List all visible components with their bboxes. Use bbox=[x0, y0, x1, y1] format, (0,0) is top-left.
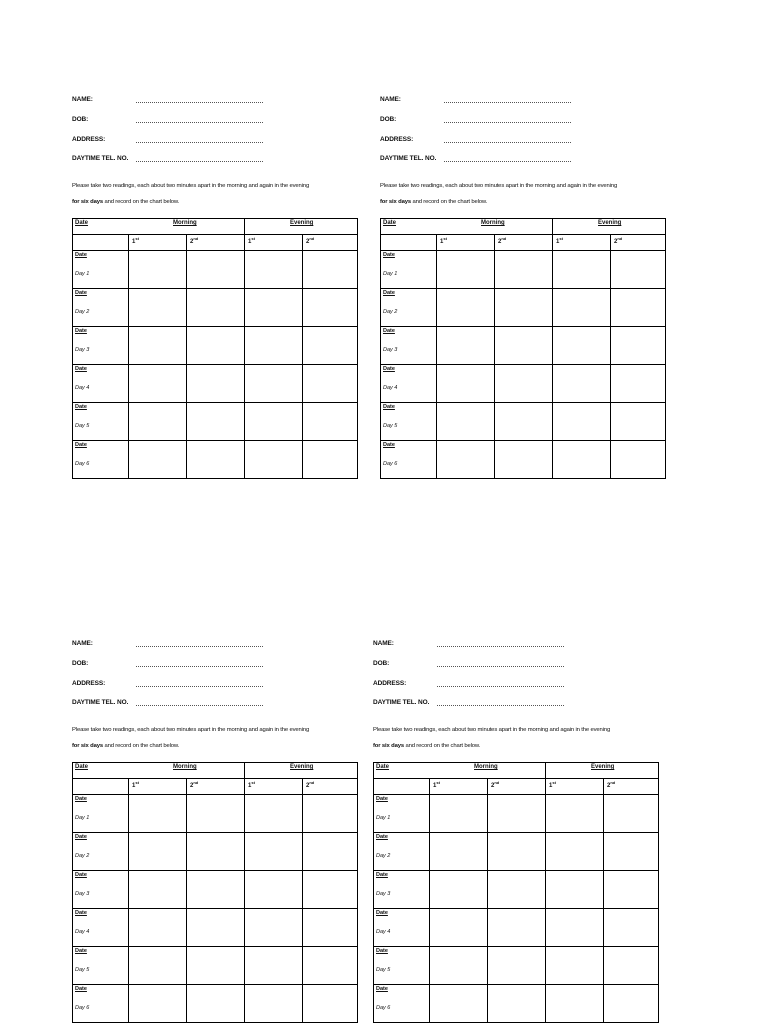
col-divider-4 bbox=[302, 779, 303, 794]
tel-line[interactable] bbox=[444, 161, 571, 162]
morning-column-header: Morning bbox=[474, 764, 498, 770]
name-line[interactable] bbox=[136, 102, 263, 103]
row-day-label: Day 4 bbox=[75, 385, 90, 391]
date-column-header: Date bbox=[376, 764, 390, 770]
name-field[interactable] bbox=[373, 640, 673, 652]
row-day-label: Day 4 bbox=[75, 929, 90, 935]
name-field[interactable] bbox=[380, 96, 680, 108]
form-slot-bottom-left bbox=[72, 640, 372, 1011]
dob-line[interactable] bbox=[136, 666, 263, 667]
reading-form bbox=[380, 96, 680, 467]
row-date-label: Date bbox=[376, 872, 388, 878]
col-divider-1 bbox=[436, 235, 437, 250]
table-row[interactable] bbox=[374, 947, 658, 985]
col-divider-3 bbox=[244, 779, 245, 794]
tel-line[interactable] bbox=[437, 705, 564, 706]
date-column-header: Date bbox=[75, 764, 89, 770]
instruction-rest: and record on the chart below. bbox=[403, 743, 481, 749]
name-field[interactable] bbox=[72, 96, 372, 108]
row-date-label: Date bbox=[75, 328, 87, 334]
name-line[interactable] bbox=[437, 646, 564, 647]
row-date-label: Date bbox=[75, 290, 87, 296]
table-row[interactable] bbox=[73, 947, 357, 985]
address-label: ADDRESS: bbox=[72, 680, 106, 687]
table-row[interactable] bbox=[73, 833, 357, 871]
instruction-line-2 bbox=[373, 738, 610, 754]
row-date-label: Date bbox=[383, 252, 395, 258]
date-column-header: Date bbox=[75, 220, 89, 226]
table-row[interactable] bbox=[381, 327, 665, 365]
address-label: ADDRESS: bbox=[72, 136, 106, 143]
evening-column-header: Evening bbox=[591, 764, 615, 770]
form-slot-top-left bbox=[72, 96, 372, 467]
name-label: NAME: bbox=[373, 640, 394, 647]
col-divider-1 bbox=[128, 235, 129, 250]
dob-line[interactable] bbox=[444, 122, 571, 123]
row-date-label: Date bbox=[75, 872, 87, 878]
row-date-label: Date bbox=[376, 796, 388, 802]
name-label: NAME: bbox=[72, 96, 93, 103]
address-field[interactable] bbox=[380, 136, 680, 148]
reading-form bbox=[72, 640, 372, 1011]
address-line[interactable] bbox=[444, 142, 571, 143]
table-body bbox=[73, 251, 357, 478]
col-divider-3 bbox=[244, 235, 245, 250]
address-line[interactable] bbox=[136, 686, 263, 687]
morning-first-header: 1st bbox=[132, 780, 139, 789]
row-day-label: Day 3 bbox=[75, 891, 90, 897]
instruction-emphasis: for six days bbox=[373, 743, 404, 749]
row-date-label: Date bbox=[383, 290, 395, 296]
address-field[interactable] bbox=[72, 680, 372, 692]
row-day-label: Day 3 bbox=[75, 347, 90, 353]
dob-label: DOB: bbox=[380, 116, 397, 123]
col-divider-1 bbox=[429, 779, 430, 794]
table-row[interactable] bbox=[381, 365, 665, 403]
row-date-label: Date bbox=[376, 910, 388, 916]
instruction-line-1: Please take two readings, each about two minutes apart in the morning and again in the evening bbox=[373, 727, 611, 733]
morning-column-header: Morning bbox=[173, 764, 197, 770]
instruction-line-1: Please take two readings, each about two minutes apart in the morning and again in the evening bbox=[72, 183, 310, 189]
date-column-header: Date bbox=[383, 220, 397, 226]
row-day-label: Day 4 bbox=[376, 929, 391, 935]
row-date-label: Date bbox=[75, 834, 87, 840]
col-divider-3 bbox=[552, 235, 553, 250]
dob-label: DOB: bbox=[72, 660, 89, 667]
name-line[interactable] bbox=[136, 646, 263, 647]
col-divider-3 bbox=[545, 779, 546, 794]
table-row[interactable] bbox=[73, 365, 357, 403]
col-divider-1 bbox=[128, 779, 129, 794]
instruction-line-1: Please take two readings, each about two minutes apart in the morning and again in the evening bbox=[380, 183, 618, 189]
morning-column-header: Morning bbox=[173, 220, 197, 226]
col-divider-4 bbox=[603, 779, 604, 794]
evening-second-header: 2nd bbox=[614, 236, 623, 245]
dob-field[interactable] bbox=[72, 660, 372, 672]
table-row[interactable] bbox=[73, 871, 357, 909]
name-label: NAME: bbox=[380, 96, 401, 103]
table-row[interactable] bbox=[73, 327, 357, 365]
row-date-label: Date bbox=[75, 252, 87, 258]
instruction-rest: and record on the chart below. bbox=[410, 199, 488, 205]
table-header-sub bbox=[374, 779, 658, 795]
row-date-label: Date bbox=[75, 796, 87, 802]
name-line[interactable] bbox=[444, 102, 571, 103]
instruction-line-2 bbox=[72, 738, 309, 754]
row-day-label: Day 2 bbox=[75, 853, 90, 859]
table-row[interactable] bbox=[73, 289, 357, 327]
table-header-sub bbox=[73, 235, 357, 251]
evening-column-header: Evening bbox=[598, 220, 622, 226]
row-date-label: Date bbox=[383, 442, 395, 448]
evening-first-header: 1st bbox=[549, 780, 556, 789]
evening-second-header: 2nd bbox=[306, 780, 315, 789]
table-row[interactable] bbox=[374, 985, 658, 1022]
patient-details bbox=[72, 96, 372, 172]
table-row[interactable] bbox=[374, 795, 658, 833]
table-row[interactable] bbox=[73, 251, 357, 289]
table-row[interactable] bbox=[73, 403, 357, 441]
table-header-main bbox=[73, 763, 357, 779]
table-row[interactable] bbox=[381, 441, 665, 478]
table-row[interactable] bbox=[73, 909, 357, 947]
table-row[interactable] bbox=[381, 403, 665, 441]
instruction-emphasis: for six days bbox=[380, 199, 411, 205]
row-day-label: Day 2 bbox=[376, 853, 391, 859]
morning-column-header: Morning bbox=[481, 220, 505, 226]
readings-table bbox=[72, 218, 358, 479]
col-divider-2 bbox=[186, 779, 187, 794]
evening-second-header: 2nd bbox=[607, 780, 616, 789]
row-day-label: Day 6 bbox=[75, 461, 90, 467]
tel-field[interactable] bbox=[72, 155, 372, 167]
form-slot-top-right bbox=[380, 96, 690, 467]
col-divider-2 bbox=[186, 235, 187, 250]
table-row[interactable] bbox=[73, 795, 357, 833]
row-date-label: Date bbox=[75, 442, 87, 448]
row-date-label: Date bbox=[75, 404, 87, 410]
row-day-label: Day 3 bbox=[383, 347, 398, 353]
row-day-label: Day 5 bbox=[383, 423, 398, 429]
tel-field[interactable] bbox=[380, 155, 680, 167]
form-slot-bottom-right bbox=[373, 640, 683, 1011]
dob-field[interactable] bbox=[380, 116, 680, 128]
tel-label: DAYTIME TEL. NO. bbox=[72, 155, 129, 162]
address-field[interactable] bbox=[72, 136, 372, 148]
row-day-label: Day 1 bbox=[75, 815, 90, 821]
table-row[interactable] bbox=[374, 909, 658, 947]
table-header-main bbox=[73, 219, 357, 235]
instruction-emphasis: for six days bbox=[72, 199, 103, 205]
morning-first-header: 1st bbox=[440, 236, 447, 245]
instructions bbox=[72, 178, 309, 210]
morning-second-header: 2nd bbox=[491, 780, 500, 789]
header-divider bbox=[552, 219, 553, 234]
row-date-label: Date bbox=[383, 328, 395, 334]
morning-second-header: 2nd bbox=[498, 236, 507, 245]
col-divider-4 bbox=[302, 235, 303, 250]
dob-line[interactable] bbox=[136, 122, 263, 123]
col-divider-2 bbox=[494, 235, 495, 250]
col-divider-2 bbox=[487, 779, 488, 794]
patient-details bbox=[72, 640, 372, 716]
instructions bbox=[72, 722, 309, 754]
dob-label: DOB: bbox=[373, 660, 390, 667]
row-day-label: Day 1 bbox=[376, 815, 391, 821]
row-day-label: Day 5 bbox=[376, 967, 391, 973]
dob-label: DOB: bbox=[72, 116, 89, 123]
row-day-label: Day 2 bbox=[75, 309, 90, 315]
row-date-label: Date bbox=[383, 404, 395, 410]
name-field[interactable] bbox=[72, 640, 372, 652]
patient-details bbox=[373, 640, 673, 716]
instructions bbox=[373, 722, 610, 754]
address-label: ADDRESS: bbox=[373, 680, 407, 687]
row-date-label: Date bbox=[75, 986, 87, 992]
header-divider bbox=[244, 763, 245, 778]
morning-first-header: 1st bbox=[132, 236, 139, 245]
row-date-label: Date bbox=[376, 834, 388, 840]
row-day-label: Day 6 bbox=[383, 461, 398, 467]
evening-first-header: 1st bbox=[248, 780, 255, 789]
instructions bbox=[380, 178, 617, 210]
row-day-label: Day 1 bbox=[383, 271, 398, 277]
row-day-label: Day 2 bbox=[383, 309, 398, 315]
address-line[interactable] bbox=[437, 686, 564, 687]
dob-field[interactable] bbox=[373, 660, 673, 672]
tel-field[interactable] bbox=[72, 699, 372, 711]
header-divider bbox=[545, 763, 546, 778]
evening-second-header: 2nd bbox=[306, 236, 315, 245]
patient-details bbox=[380, 96, 680, 172]
table-body bbox=[73, 795, 357, 1022]
instruction-line-2 bbox=[72, 194, 309, 210]
morning-first-header: 1st bbox=[433, 780, 440, 789]
evening-first-header: 1st bbox=[248, 236, 255, 245]
tel-label: DAYTIME TEL. NO. bbox=[380, 155, 437, 162]
row-day-label: Day 1 bbox=[75, 271, 90, 277]
row-day-label: Day 3 bbox=[376, 891, 391, 897]
dob-field[interactable] bbox=[72, 116, 372, 128]
instruction-rest: and record on the chart below. bbox=[102, 743, 180, 749]
table-header-main bbox=[374, 763, 658, 779]
table-header-main bbox=[381, 219, 665, 235]
evening-first-header: 1st bbox=[556, 236, 563, 245]
readings-table bbox=[72, 762, 358, 1023]
address-line[interactable] bbox=[136, 142, 263, 143]
dob-line[interactable] bbox=[437, 666, 564, 667]
table-body bbox=[374, 795, 658, 1022]
tel-line[interactable] bbox=[136, 705, 263, 706]
row-date-label: Date bbox=[75, 910, 87, 916]
instruction-line-1: Please take two readings, each about two minutes apart in the morning and again in the evening bbox=[72, 727, 310, 733]
row-date-label: Date bbox=[75, 948, 87, 954]
row-date-label: Date bbox=[376, 948, 388, 954]
address-field[interactable] bbox=[373, 680, 673, 692]
name-label: NAME: bbox=[72, 640, 93, 647]
table-row[interactable] bbox=[374, 833, 658, 871]
table-header-sub bbox=[73, 779, 357, 795]
instruction-emphasis: for six days bbox=[72, 743, 103, 749]
table-row[interactable] bbox=[73, 985, 357, 1022]
table-row[interactable] bbox=[374, 871, 658, 909]
table-row[interactable] bbox=[73, 441, 357, 478]
row-day-label: Day 6 bbox=[75, 1005, 90, 1011]
col-divider-4 bbox=[610, 235, 611, 250]
tel-label: DAYTIME TEL. NO. bbox=[72, 699, 129, 706]
reading-form bbox=[72, 96, 372, 467]
readings-table bbox=[380, 218, 666, 479]
row-date-label: Date bbox=[376, 986, 388, 992]
row-day-label: Day 5 bbox=[75, 423, 90, 429]
row-day-label: Day 4 bbox=[383, 385, 398, 391]
address-label: ADDRESS: bbox=[380, 136, 414, 143]
tel-field[interactable] bbox=[373, 699, 673, 711]
morning-second-header: 2nd bbox=[190, 236, 199, 245]
table-body bbox=[381, 251, 665, 478]
reading-form bbox=[373, 640, 673, 1011]
instruction-line-2 bbox=[380, 194, 617, 210]
readings-table bbox=[373, 762, 659, 1023]
row-date-label: Date bbox=[75, 366, 87, 372]
row-date-label: Date bbox=[383, 366, 395, 372]
row-day-label: Day 6 bbox=[376, 1005, 391, 1011]
tel-line[interactable] bbox=[136, 161, 263, 162]
evening-column-header: Evening bbox=[290, 220, 314, 226]
tel-label: DAYTIME TEL. NO. bbox=[373, 699, 430, 706]
instruction-rest: and record on the chart below. bbox=[102, 199, 180, 205]
table-row[interactable] bbox=[381, 251, 665, 289]
row-day-label: Day 5 bbox=[75, 967, 90, 973]
header-divider bbox=[244, 219, 245, 234]
table-row[interactable] bbox=[381, 289, 665, 327]
evening-column-header: Evening bbox=[290, 764, 314, 770]
table-header-sub bbox=[381, 235, 665, 251]
morning-second-header: 2nd bbox=[190, 780, 199, 789]
